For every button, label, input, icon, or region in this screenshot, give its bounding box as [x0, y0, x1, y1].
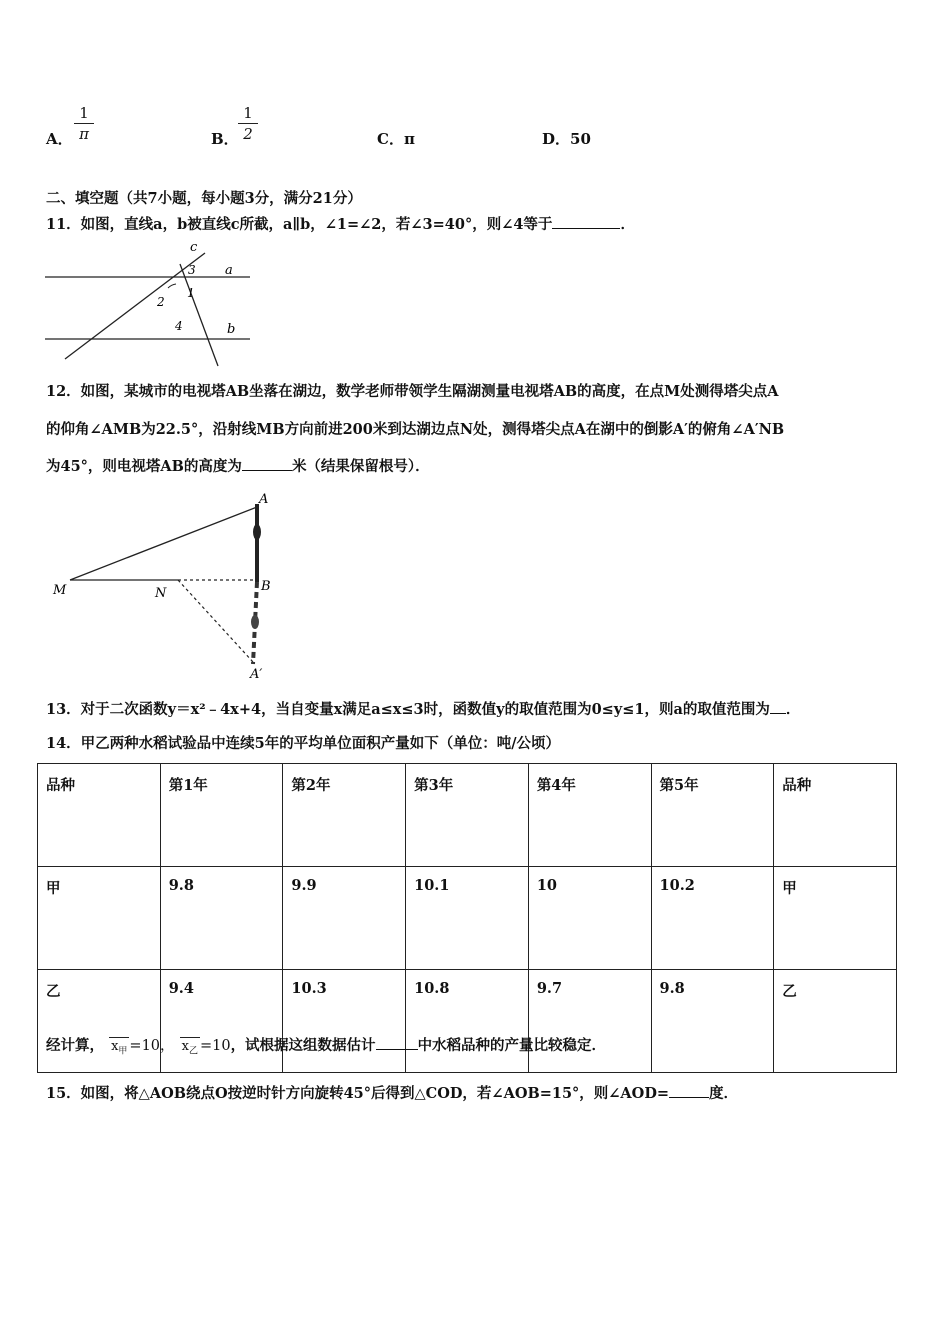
point-M-label: M — [53, 583, 67, 598]
header-cell: 第5年 — [651, 764, 774, 867]
table-cell: 10.1 — [406, 867, 529, 970]
header-cell: 第3年 — [406, 764, 529, 867]
point-A-label: A — [259, 492, 269, 507]
mean-jia — [109, 1039, 129, 1057]
angle-2-label: 2 — [157, 295, 165, 309]
table-cell: 乙 — [774, 970, 897, 1073]
q13-stem: 13．对于二次函数y＝x²﹣4x+4，当自变量x满足a≤x≤3时，函数值y的取值范围为0≤y≤1，则a的取值范围为 — [46, 701, 770, 718]
q11-text — [46, 213, 635, 234]
q15-tail: 度． — [709, 1085, 739, 1102]
mean-jia-value: =10， — [129, 1038, 175, 1054]
header-cell: 第1年 — [160, 764, 283, 867]
q13-text — [46, 698, 800, 719]
option-d: D．50 — [542, 130, 591, 148]
q11-stem: 11．如图，直线a，b被直线c所截，a∥b，∠1=∠2，若∠3=40°，则∠4等于 — [46, 216, 553, 233]
option-c: C．π — [377, 130, 415, 148]
q12-blank — [242, 456, 292, 471]
line-c — [180, 264, 218, 366]
q15-blank — [669, 1083, 709, 1098]
point-B-label: B — [261, 579, 271, 594]
table-cell: 9.8 — [160, 867, 283, 970]
angle-3-label: 3 — [188, 263, 196, 277]
label-b: b — [227, 322, 236, 337]
option-a-fraction — [74, 103, 94, 144]
mean-yi-value: =10 — [199, 1038, 231, 1054]
point-A-prime-label: A′ — [250, 667, 263, 682]
option-b-denominator: 2 — [243, 125, 253, 143]
table-cell: 甲 — [38, 867, 161, 970]
option-b-fraction — [238, 103, 258, 144]
q12-line1: 12．如图，某城市的电视塔AB坐落在湖边，数学老师带领学生隔湖测量电视塔AB的高度，在点M处测得塔尖点A — [46, 383, 779, 400]
header-cell: 品种 — [38, 764, 161, 867]
reflection-line-NA2 — [178, 580, 253, 662]
option-b-numerator: 1 — [238, 103, 258, 124]
q11-blank — [552, 214, 620, 229]
q14-after-mid: ，试根据这组数据估计 — [230, 1037, 376, 1054]
option-a-numerator: 1 — [74, 103, 94, 124]
yield-table — [37, 763, 897, 1073]
transversal-line — [65, 253, 205, 359]
table-cell: 9.9 — [283, 867, 406, 970]
mean-yi — [180, 1039, 200, 1057]
table-cell: 10.8 — [406, 970, 529, 1073]
mean-jia-sub: 甲 — [118, 1046, 128, 1057]
label-a: a — [225, 263, 233, 278]
q14-after-text — [46, 1034, 606, 1057]
table-cell: 甲 — [774, 867, 897, 970]
header-cell: 第4年 — [528, 764, 651, 867]
table-cell: 10 — [528, 867, 651, 970]
table-cell: 9.7 — [528, 970, 651, 1073]
angle-arc — [168, 284, 176, 288]
table-header-row — [38, 764, 897, 867]
angle-4-label: 4 — [175, 319, 183, 333]
table-cell: 10.2 — [651, 867, 774, 970]
table-row — [38, 867, 897, 970]
q12-line2: 的仰角∠AMB为22.5°，沿射线MB方向前进200米到达湖边点N处，测得塔尖点A在湖中的倒影A′的俯角∠A′NB — [46, 421, 785, 438]
table-cell: 乙 — [38, 970, 161, 1073]
mean-yi-sub: 乙 — [188, 1046, 198, 1057]
q12-line3-pre: 为45°，则电视塔AB的高度为 — [46, 458, 242, 475]
q15-text — [46, 1082, 738, 1103]
option-b-label: B． — [211, 130, 239, 148]
q11-tail: ． — [620, 216, 635, 233]
table-cell: 9.4 — [160, 970, 283, 1073]
table-cell: 10.3 — [283, 970, 406, 1073]
q12-line3-post: 米（结果保留根号）． — [291, 458, 430, 475]
tower-bulb — [253, 524, 261, 540]
q15-stem: 15．如图，将△AOB绕点O按逆时针方向旋转45°后得到△COD，若∠AOB=15°，则∠AOD= — [46, 1085, 670, 1102]
q13-tail: ． — [785, 701, 801, 718]
mean-yi-symbol: x — [181, 1039, 189, 1054]
q14-blank — [376, 1035, 418, 1050]
table-row — [38, 970, 897, 1073]
section-title: 二、填空题（共7小题，每小题3分，满分21分） — [46, 190, 362, 207]
q13-blank — [770, 699, 786, 714]
table-cell: 9.8 — [651, 970, 774, 1073]
mean-jia-symbol: x — [111, 1039, 119, 1054]
header-cell: 品种 — [774, 764, 897, 867]
sight-line-MA — [70, 507, 257, 580]
q12-line3 — [46, 455, 430, 476]
q14-text: 14．甲乙两种水稻试验品中连续5年的平均单位面积产量如下（单位：吨/公顷） — [46, 735, 561, 752]
q12-figure — [45, 490, 285, 685]
option-a-denominator: π — [79, 125, 89, 143]
option-a-label: A． — [46, 130, 73, 148]
header-cell: 第2年 — [283, 764, 406, 867]
q11-figure — [40, 236, 260, 368]
reflection-bulb — [251, 615, 259, 629]
point-N-label: N — [155, 586, 167, 601]
angle-1-label: 1 — [187, 286, 195, 300]
label-c: c — [190, 240, 198, 255]
q14-after-post: 中水稻品种的产量比较稳定． — [417, 1037, 607, 1054]
q14-after-pre: 经计算， — [46, 1037, 104, 1054]
